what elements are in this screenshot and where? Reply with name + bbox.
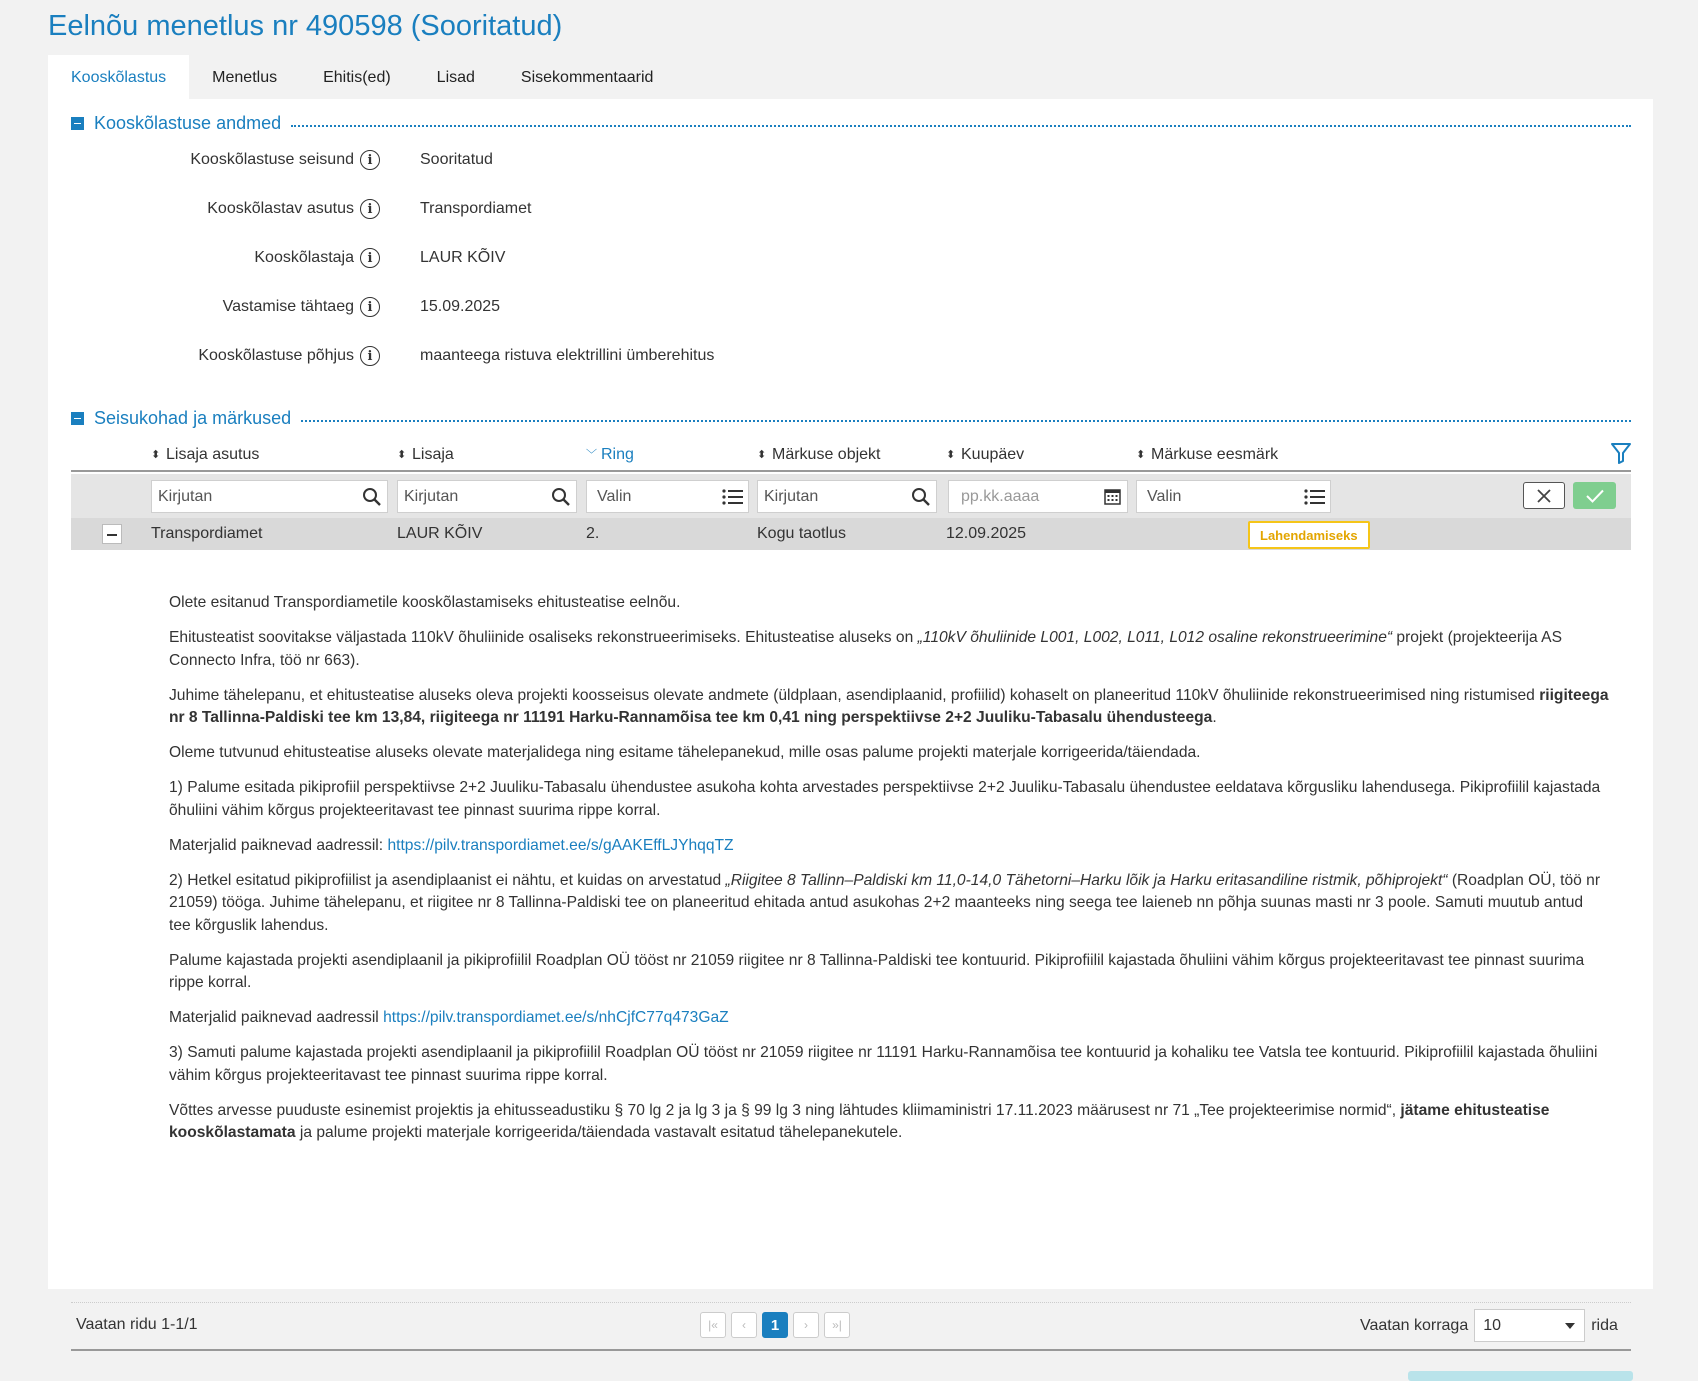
comment-paragraph: 1) Palume esitada pikiprofiil perspektiivse 2+2 Juuliku-Tabasalu ühendustee asukoha kohta arvestades perspektiivse 2+2 Juuliku-Tabasalu ühendustee eeldatava kõrgusliku lahendusega. Pikiprofiilil kajastada õhuliini vähim kõrgus projekteeritavast tee pinnast suurima rippe korral. [169,779,1601,819]
pagination [700,1312,850,1338]
chevron-down-icon [1564,1322,1576,1330]
check-icon [1586,489,1604,503]
tab-lisad[interactable]: Lisad [436,69,475,86]
field-tahtaeg [48,293,948,321]
status-badge: Lahendamiseks [1248,521,1370,549]
filter-objekt-input[interactable] [757,480,937,513]
comment-body [169,592,1609,1157]
field-seisund [48,146,948,174]
filter-icon[interactable] [1611,442,1631,469]
table-header [71,442,1631,472]
column-label: Kuupäev [961,446,1025,463]
last-page-icon[interactable]: »| [824,1312,850,1338]
field-kooskolastaja [48,244,948,272]
column-header-ring[interactable] [586,446,634,464]
comment-paragraph: Võttes arvesse puuduste esinemist projektis ja ehitusseadustiku § 70 lg 2 ja lg 3 ja § 99 lg 3 ning lähtudes kliimaministri 17.11.2023 määrusest nr 71 „Tee projekteerimise normid“, jätame ehitusteatise kooskõlastamata ja palume projekti materjale korrigeerida/täiendada vastavalt esitatud tähelepanekutele. [169,1101,1550,1141]
divider [71,1349,1631,1351]
field-label: Kooskõlastuse põhjus [198,347,354,364]
column-label: Märkuse objekt [772,446,881,463]
filter-placeholder: pp.kk.aaaa [961,487,1040,505]
comment-paragraph: Materjalid paiknevad aadressil: https://pilv.transpordiamet.ee/s/gAAKEffLJYhqqTZ [169,836,734,854]
per-page-select[interactable] [1474,1309,1585,1342]
field-label: Kooskõlastav asutus [207,200,354,217]
field-pohjus [48,342,948,370]
field-label: Kooskõlastuse seisund [190,151,354,168]
filter-placeholder: Valin [597,487,632,505]
divider [301,420,1631,422]
field-label: Vastamise tähtaeg [222,298,354,315]
comment-paragraph: Juhime tähelepanu, et ehitusteatise aluseks oleva projekti koosseisus olevate andmete (üldplaan, asendiplaanid, profiilid) kohaselt on planeeritud 110kV õhuliinide rekonstrueerimised ning ristumised riigiteega nr 8 Tallinna-Paldiski tee km 13,84, riigiteega nr 11191 Harku-Rannamõisa tee km 0,41 ning perspektiivse 2+2 Juuliku-Tabasalu ühendusteega. [169,686,1609,726]
column-label: Ring [601,446,634,463]
sort-icon: ⬍ [757,449,767,461]
sort-icon: ⬍ [1136,449,1146,461]
comment-paragraph: 2) Hetkel esitatud pikiprofiilist ja asendiplaanist ei nähtu, et kuidas on arvestatud „Riigitee 8 Tallinn–Paldiski km 11,0-14,0 Tähetorni–Harku lõik ja Harku eritasandiline ristmik, põhiprojekt“ (Roadplan OÜ, töö nr 21059) tööga. Juhime tähelepanu, et riigitee nr 8 Tallinna-Paldiski tee on planeeritud ehitada antud asukohas 2+2 maanteeks ning seega tee laieneb nn põhja suunas masti nr 3 poole. Samuti muutub antud tee kõrguslik lahendus. [169,871,1601,934]
tab-bar [48,55,676,100]
calendar-icon[interactable] [1097,488,1127,505]
info-icon[interactable]: i [360,150,380,170]
info-icon[interactable]: i [360,199,380,219]
column-header-kuupaev[interactable] [946,446,1024,464]
column-header-lisaja[interactable] [397,446,454,464]
column-header-asutus[interactable] [151,446,259,464]
field-value: Transpordiamet [420,200,532,217]
column-header-objekt[interactable] [757,446,881,464]
clear-filters-button[interactable] [1523,482,1565,509]
per-page-control [1360,1309,1618,1342]
table-row[interactable] [71,518,1631,550]
comment-paragraph: 3) Samuti palume kajastada projekti asendiplaanil ja pikiprofiilil Roadplan OÜ tööst nr 21059 riigitee nr 11191 Harku-Rannamõisa tee kontuurid ja kohaliku tee Vatsla tee kontuurid. Pikiprofiilil kajastada õhuliini vähim kõrgus projekteeritavast tee pinnast suurima rippe korral. [169,1044,1598,1084]
filter-placeholder: Kirjutan [158,487,213,505]
cell-lisaja: LAUR KÕIV [397,525,483,542]
tab-menetlus[interactable]: Menetlus [212,69,278,86]
field-value: 15.09.2025 [420,298,501,315]
close-icon [1537,489,1551,503]
per-page-suffix: rida [1591,1316,1618,1334]
divider [71,470,1631,472]
tab-sisekommentaarid[interactable]: Sisekommentaarid [520,69,654,86]
cell-kuupaev: 12.09.2025 [946,525,1027,542]
per-page-label: Vaatan korraga [1360,1316,1469,1334]
column-header-eesmark[interactable] [1136,446,1278,464]
section-title[interactable]: Kooskõlastuse andmed [94,113,282,133]
column-label: Lisaja asutus [166,446,260,463]
divider [71,1302,1631,1303]
search-icon[interactable] [357,487,387,507]
tab-ehitised[interactable]: Ehitis(ed) [323,69,391,86]
sort-icon: ⬍ [151,449,161,461]
comment-paragraph: Ehitusteatist soovitakse väljastada 110kV õhuliinide osaliseks rekonstrueerimiseks. Ehitusteatise aluseks on „110kV õhuliinide L001, L002, L011, L012 osaline rekonstrueerimine“ projekt (projekteerija AS Connecto Infra, töö nr 663). [169,629,1562,669]
field-asutus [48,195,948,223]
sort-icon: ⬍ [397,449,407,461]
materials-link[interactable]: https://pilv.transpordiamet.ee/s/nhCjfC77q473GaZ [383,1009,729,1026]
filter-row [71,474,1631,518]
prev-page-icon[interactable]: ‹ [731,1312,757,1338]
materials-link[interactable]: https://pilv.transpordiamet.ee/s/gAAKEffLJYhqqTZ [387,836,734,854]
sort-icon: ⬍ [946,449,956,461]
filter-placeholder: Kirjutan [404,487,459,505]
list-icon[interactable] [1300,488,1330,506]
field-value: LAUR KÕIV [420,249,506,266]
comment-paragraph: Palume kajastada projekti asendiplaanil ja pikiprofiilil Roadplan OÜ tööst nr 21059 riigitee nr 8 Tallinna-Paldiski tee kontuurid. Pikiprofiilil kajastada õhuliini vähim kõrgus projekteeritavast tee pinnast suurima rippe korral. [169,951,1585,991]
info-icon[interactable]: i [360,248,380,268]
apply-filters-button[interactable] [1573,482,1616,509]
section-header-kooskolastuse-andmed [71,113,1631,134]
comment-paragraph: Olete esitanud Transpordiametile kooskõlastamiseks ehitusteatise eelnõu. [169,594,681,611]
sort-down-icon: ﹀ [586,449,597,461]
filter-ring-select[interactable] [586,480,749,513]
page-title: Eelnõu menetlus nr 490598 (Sooritatud) [48,10,563,42]
info-icon[interactable]: i [360,346,380,366]
column-label: Lisaja [412,446,454,463]
collapse-icon[interactable] [71,412,84,425]
search-icon[interactable] [906,487,936,507]
field-value: Sooritatud [420,151,493,168]
cell-objekt: Kogu taotlus [757,525,846,542]
filter-placeholder: Kirjutan [764,487,819,505]
divider [291,125,1631,127]
section-header-seisukohad [71,408,1631,429]
per-page-value: 10 [1483,1316,1502,1334]
filter-lisaja-input[interactable] [397,480,577,513]
comment-paragraph: Oleme tutvunud ehitusteatise aluseks olevate materjalidega ning esitame tähelepanekud, mille osas palume projekti materjale korrigeerida/täiendada. [169,744,1201,761]
search-icon[interactable] [546,487,576,507]
cell-asutus: Transpordiamet [151,525,263,542]
comment-paragraph: Materjalid paiknevad aadressil https://pilv.transpordiamet.ee/s/nhCjfC77q473GaZ [169,1009,729,1026]
filter-asutus-input[interactable] [151,480,388,513]
list-icon[interactable] [718,488,748,506]
page-button[interactable]: 1 [762,1312,788,1338]
tab-kooskolastus[interactable]: Kooskõlastus [48,55,189,100]
next-page-icon[interactable]: › [793,1312,819,1338]
filter-eesmark-select[interactable] [1136,480,1331,513]
cell-ring: 2. [586,525,600,542]
action-button[interactable] [1408,1371,1633,1381]
field-value: maanteega ristuva elektrillini ümberehitus [420,347,715,364]
info-icon[interactable]: i [360,297,380,317]
first-page-icon[interactable]: |« [700,1312,726,1338]
collapse-row-icon[interactable] [102,524,122,544]
filter-placeholder: Valin [1147,487,1182,505]
row-count-text: Vaatan ridu 1-1/1 [76,1316,198,1333]
column-label: Märkuse eesmärk [1151,446,1279,463]
section-title[interactable]: Seisukohad ja märkused [94,408,292,428]
filter-kuupaev-input[interactable] [948,480,1128,513]
field-label: Kooskõlastaja [254,249,354,266]
collapse-icon[interactable] [71,117,84,130]
